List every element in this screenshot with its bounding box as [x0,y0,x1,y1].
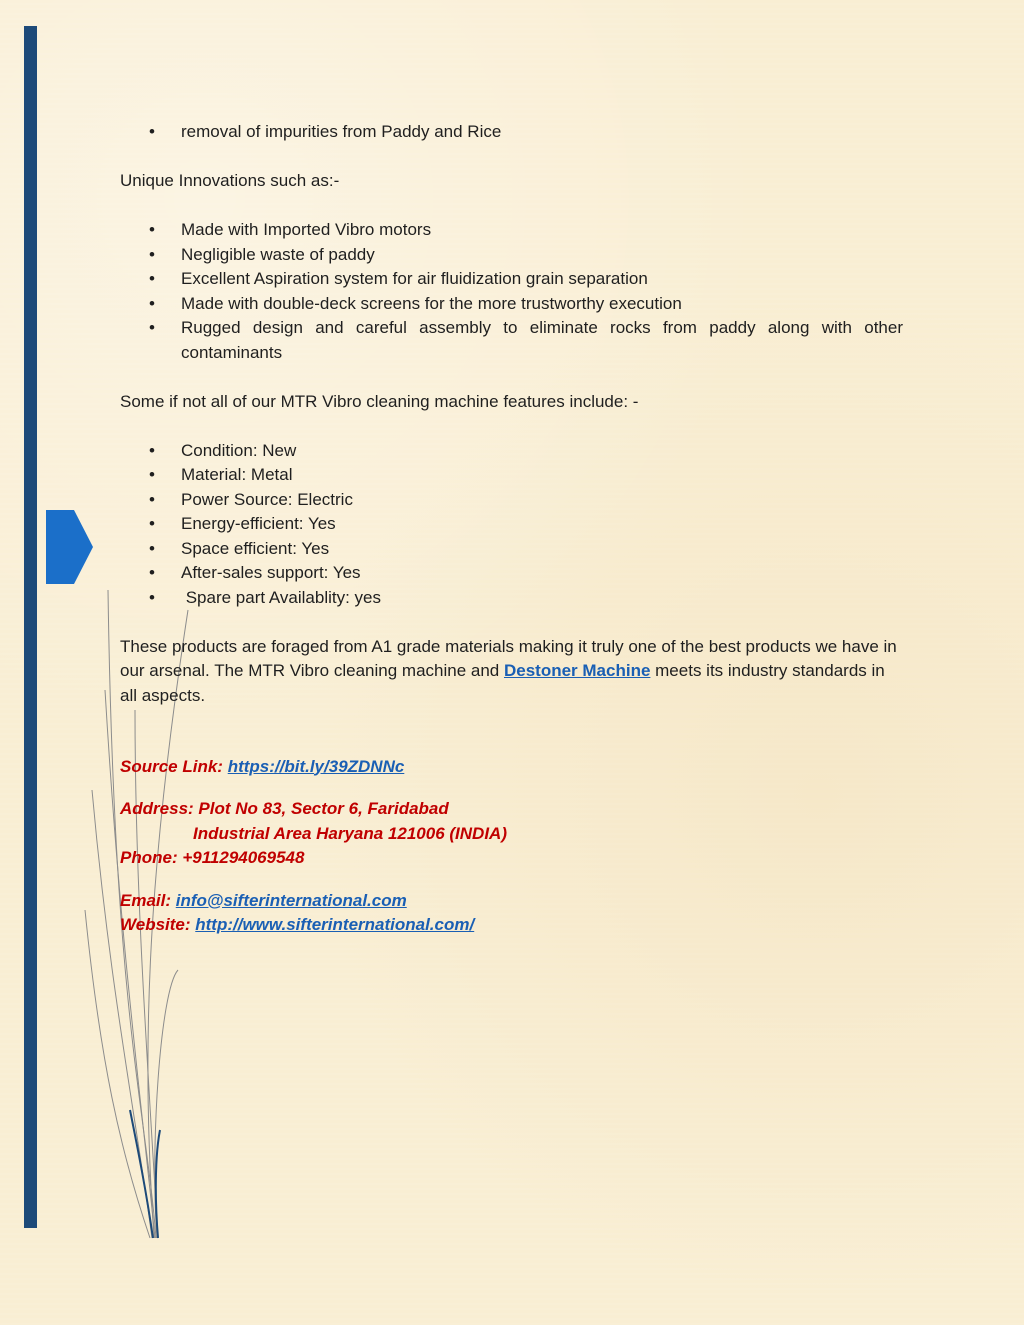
website-link[interactable]: http://www.sifterinternational.com/ [195,915,475,934]
list-item: • Made with Imported Vibro motors [120,218,903,243]
website-label: Website: [120,915,196,934]
source-link-line [120,755,903,780]
description-paragraph [120,635,903,709]
email-line [120,889,903,914]
phone-line: Phone: +911294069548 [120,848,305,867]
document-body [120,120,903,938]
left-accent-bar [24,26,37,1228]
list-item: • Space efficient: Yes [120,537,903,562]
address-line-2: Industrial Area Haryana 121006 (INDIA) [193,823,507,843]
list-item: • Energy-efficient: Yes [120,512,903,537]
list-item: • After-sales support: Yes [120,561,903,586]
top-bullet-list [120,120,903,145]
website-line [120,913,903,938]
list-item: • Condition: New [120,439,903,464]
address-line-1: Address: Plot No 83, Sector 6, Faridabad [120,799,449,818]
email-link[interactable]: info@sifterinternational.com [175,890,407,910]
features-heading: Some if not all of our MTR Vibro cleaning machine features include: - [120,391,639,411]
features-list [120,439,903,611]
paragraph-text-before: These products are foraged from A1 grade materials making it truly one of the best products we have in our arsenal. The MTR Vibro cleaning machine and [120,636,897,680]
arrow-decoration-icon [46,510,94,584]
list-item: • Spare part Availablity: yes [120,586,903,611]
list-item: • Negligible waste of paddy [120,243,903,268]
list-item: • removal of impurities from Paddy and Rice [120,120,903,145]
list-item: • Material: Metal [120,463,903,488]
email-label: Email: [120,890,176,910]
list-item: • Excellent Aspiration system for air fluidization grain separation [120,267,903,292]
list-item: • Power Source: Electric [120,488,903,513]
list-item: • Rugged design and careful assembly to eliminate rocks from paddy along with other contaminants [120,316,903,365]
destoner-machine-link[interactable]: Destoner Machine [503,661,651,680]
innovations-heading: Unique Innovations such as:- [120,171,340,190]
paragraph-text-after: meets its industry standards in all aspects. [120,661,885,705]
list-item: • Made with double-deck screens for the more trustworthy execution [120,292,903,317]
innovations-list [120,218,903,365]
source-label: Source Link: [120,756,228,776]
source-url-link[interactable]: https://bit.ly/39ZDNNc [227,756,405,776]
